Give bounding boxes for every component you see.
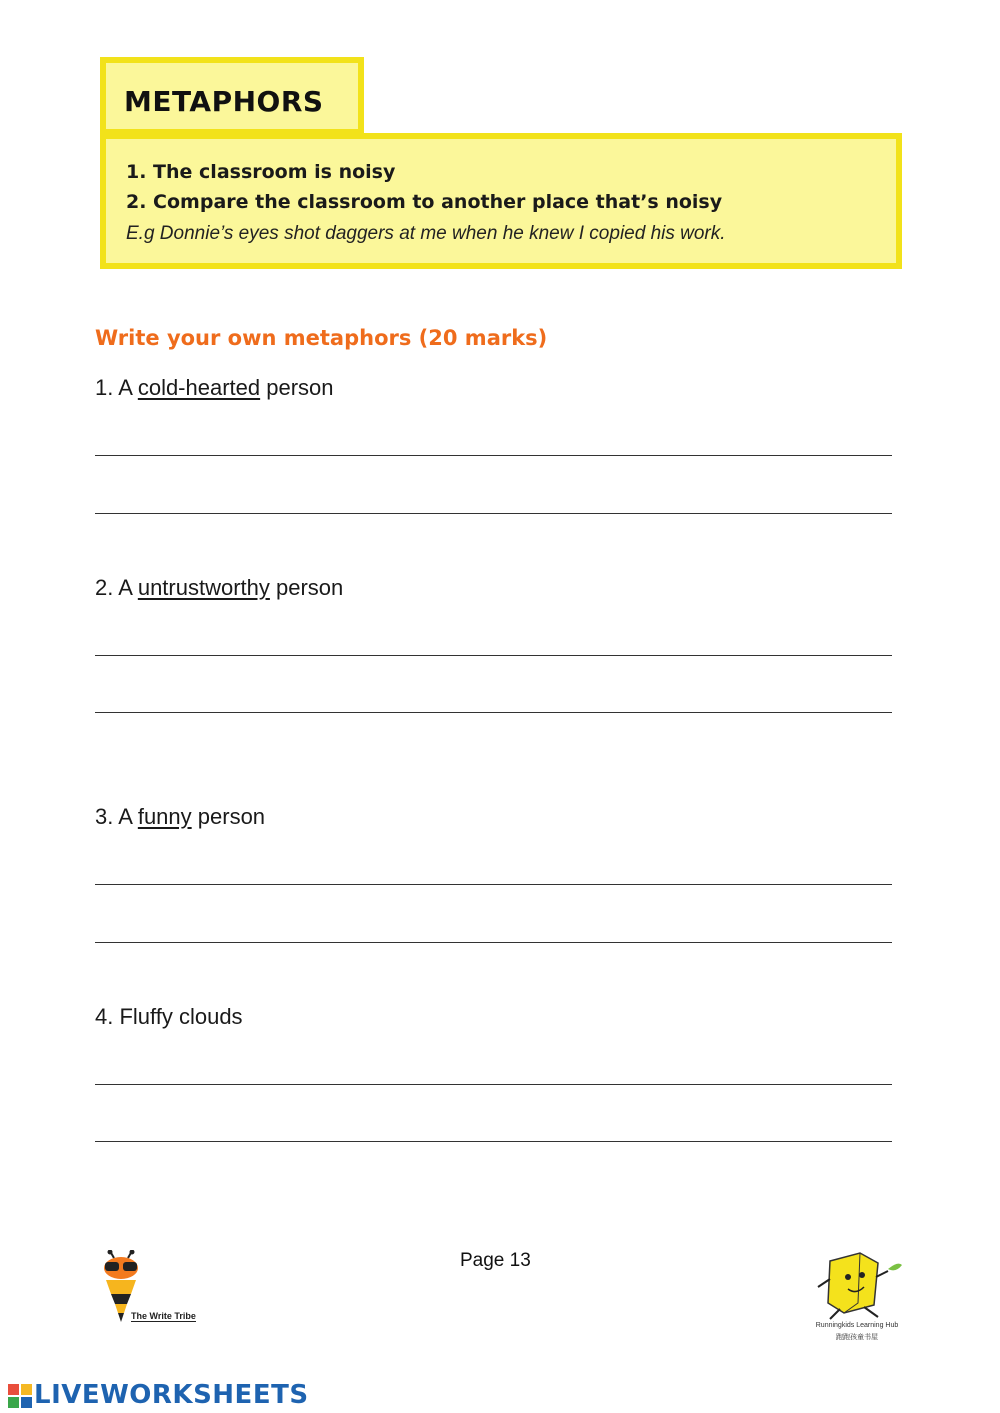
answer-line-3b[interactable] — [95, 942, 892, 943]
instruction-1: 1. The classroom is noisy — [126, 161, 396, 183]
question-2-prefix: 2. A — [95, 575, 138, 600]
answer-line-1b[interactable] — [95, 513, 892, 514]
liveworksheets-brand[interactable]: LIVEWORKSHEETS — [34, 1380, 309, 1410]
instruction-2: 2. Compare the classroom to another place that’s noisy — [126, 191, 723, 213]
page-number: Page 13 — [460, 1250, 531, 1271]
answer-line-2a[interactable] — [95, 655, 892, 656]
question-1 — [95, 375, 334, 401]
question-3-prefix: 3. A — [95, 804, 138, 829]
question-1-suffix: person — [260, 375, 334, 400]
instruction-box — [100, 133, 902, 269]
bee-logo-caption: The Write Tribe — [131, 1311, 196, 1321]
question-2 — [95, 575, 343, 601]
question-2-suffix: person — [269, 575, 344, 600]
question-3 — [95, 804, 265, 830]
answer-line-1a[interactable] — [95, 455, 892, 456]
question-1-prefix: 1. A — [95, 375, 138, 400]
question-4 — [95, 1004, 243, 1030]
question-2-keyword: untrustworthy — [137, 575, 270, 600]
question-4-prefix: 4. Fluffy clouds — [95, 1004, 243, 1029]
question-3-suffix: person — [191, 804, 266, 829]
liveworksheets-logo-icon — [8, 1384, 32, 1408]
book-mascot-caption-cn: 跑跑孩童书屋 — [836, 1334, 878, 1341]
answer-line-3a[interactable] — [95, 884, 892, 885]
example-sentence: E.g Donnie’s eyes shot daggers at me when he knew I copied his work. — [126, 223, 726, 244]
section-heading: Write your own metaphors (20 marks) — [95, 326, 548, 350]
page-title: METAPHORS — [124, 85, 324, 118]
book-mascot-caption: Runningkids Learning Hub — [815, 1322, 899, 1329]
title-tab — [100, 57, 364, 135]
answer-line-4b[interactable] — [95, 1141, 892, 1142]
answer-line-2b[interactable] — [95, 712, 892, 713]
book-mascot-icon — [808, 1243, 908, 1323]
question-1-keyword: cold-hearted — [137, 375, 261, 400]
answer-line-4a[interactable] — [95, 1084, 892, 1085]
question-3-keyword: funny — [137, 804, 192, 829]
